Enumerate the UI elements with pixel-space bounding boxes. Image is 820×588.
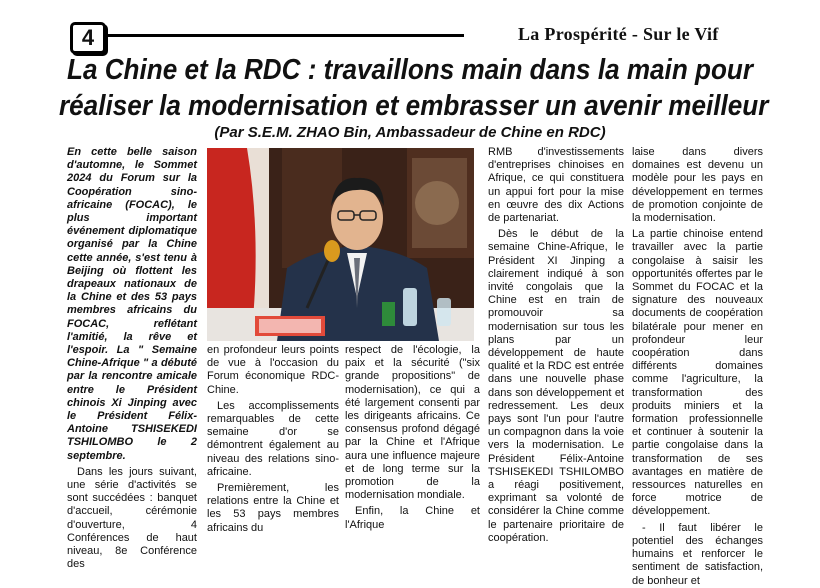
- paragraph: respect de l'écologie, la paix et la sécurité ("six grande propositions" de modernisation), ce qui a été largement consenti par les dirigeants africains. Ce consensus profond dégagé par la Chine et l'Afrique aura une influence majeure et de long terme sur la promotion de la modernisation mondiale.: [345, 344, 480, 502]
- byline: (Par S.E.M. ZHAO Bin, Ambassadeur de Chine en RDC): [214, 124, 606, 141]
- paragraph: - Il faut libérer le potentiel des échanges humains et renforcer le sentiment de satisfaction, de bonheur et: [632, 521, 763, 587]
- column-4: [488, 146, 624, 544]
- paragraph: Enfin, la Chine et l'Afrique: [345, 505, 480, 531]
- column-3: [345, 344, 480, 531]
- newspaper-name: La Prospérité - Sur le Vif: [518, 24, 719, 44]
- lead-paragraph: En cette belle saison d'automne, le Sommet 2024 du Forum sur la Coopération sino-africaine (FOCAC), le plus important événement diplomatique organisé par la Chine cette année, s'est tenu à Beijing où flottent les drapeaux nationaux de la Chine et des 53 pays membres africains du FOCAC, reflétant l'amitié, la rêve et l'espoir. La " Semaine Chine-Afrique " a débuté par la rencontre amicale entre le Président chinois Xi Jinping avec le Président Félix-Antoine TSHISEKEDI TSHILOMBO le 2 septembre.: [67, 146, 197, 462]
- paragraph: en profondeur leurs points de vue à l'occasion du Forum économique RDC-Chine.: [207, 344, 339, 396]
- paragraph: La partie chinoise entend travailler avec la partie congolaise à saisir les opportunités offertes par le Sommet du FOCAC et la signature des nouveaux documents de coopération bilatérale pour mener en profondeur leur coopération dans différents domaines comme l'agriculture, la transformation des produits miniers et la formation professionnelle et continuer à soutenir la partie congolaise dans la transformation de ses avantages en matière de ressources naturelles en force motrice de développement.: [632, 228, 763, 518]
- photo-illustration: [207, 148, 474, 341]
- article-headline: [59, 52, 769, 124]
- paragraph: laise dans divers domaines est devenu un modèle pour les pays en développement en termes de promotion conjointe de la modernisation.: [632, 146, 763, 225]
- paragraph: RMB d'investissements d'entreprises chinoises en Afrique, ce qui constituera un appui fort pour la mise en œuvre des dix Actions de partenariat.: [488, 146, 624, 225]
- headline-line-1: La Chine et la RDC : travaillons main dans la main pour: [67, 54, 753, 86]
- column-2: [207, 344, 339, 534]
- header-rule: [104, 34, 464, 37]
- paragraph: Dès le début de la semaine Chine-Afrique, le Président XI Jinping a clairement indiqué à son invité congolais que la Chine est en train de promouvoir sa modernisation sur tous les plans par un développement de haute qualité et la RDC est entrée dans une nouvelle phase dans son développement et redressement. Les deux pays sont l'un pour l'autre un compagnon dans la voie vers la modernisation. Le Président Félix-Antoine TSHISEKEDI TSHILOMBO a réagi positivement, exprimant sa volonté de considérer la Chine comme le partenaire prioritaire de coopération.: [488, 228, 624, 544]
- page-number: 4: [70, 22, 106, 54]
- paragraph: Dans les jours suivant, une série d'activités se sont succédées : banquet d'accueil, cérémonie d'ouverture, 4 Conférences de haut niveau, 8e Conférence des: [67, 465, 197, 571]
- ambassador-photo: [207, 148, 474, 341]
- column-5: [632, 146, 763, 587]
- paragraph: Les accomplissements remarquables de cette semaine d'or se démontrent également au niveau des relations sino-africaine.: [207, 399, 339, 478]
- column-1: [67, 146, 197, 571]
- headline-line-2: réaliser la modernisation et embrasser un avenir meilleur: [59, 90, 769, 122]
- paragraph: Premièrement, les relations entre la Chine et les 53 pays membres africains du: [207, 482, 339, 534]
